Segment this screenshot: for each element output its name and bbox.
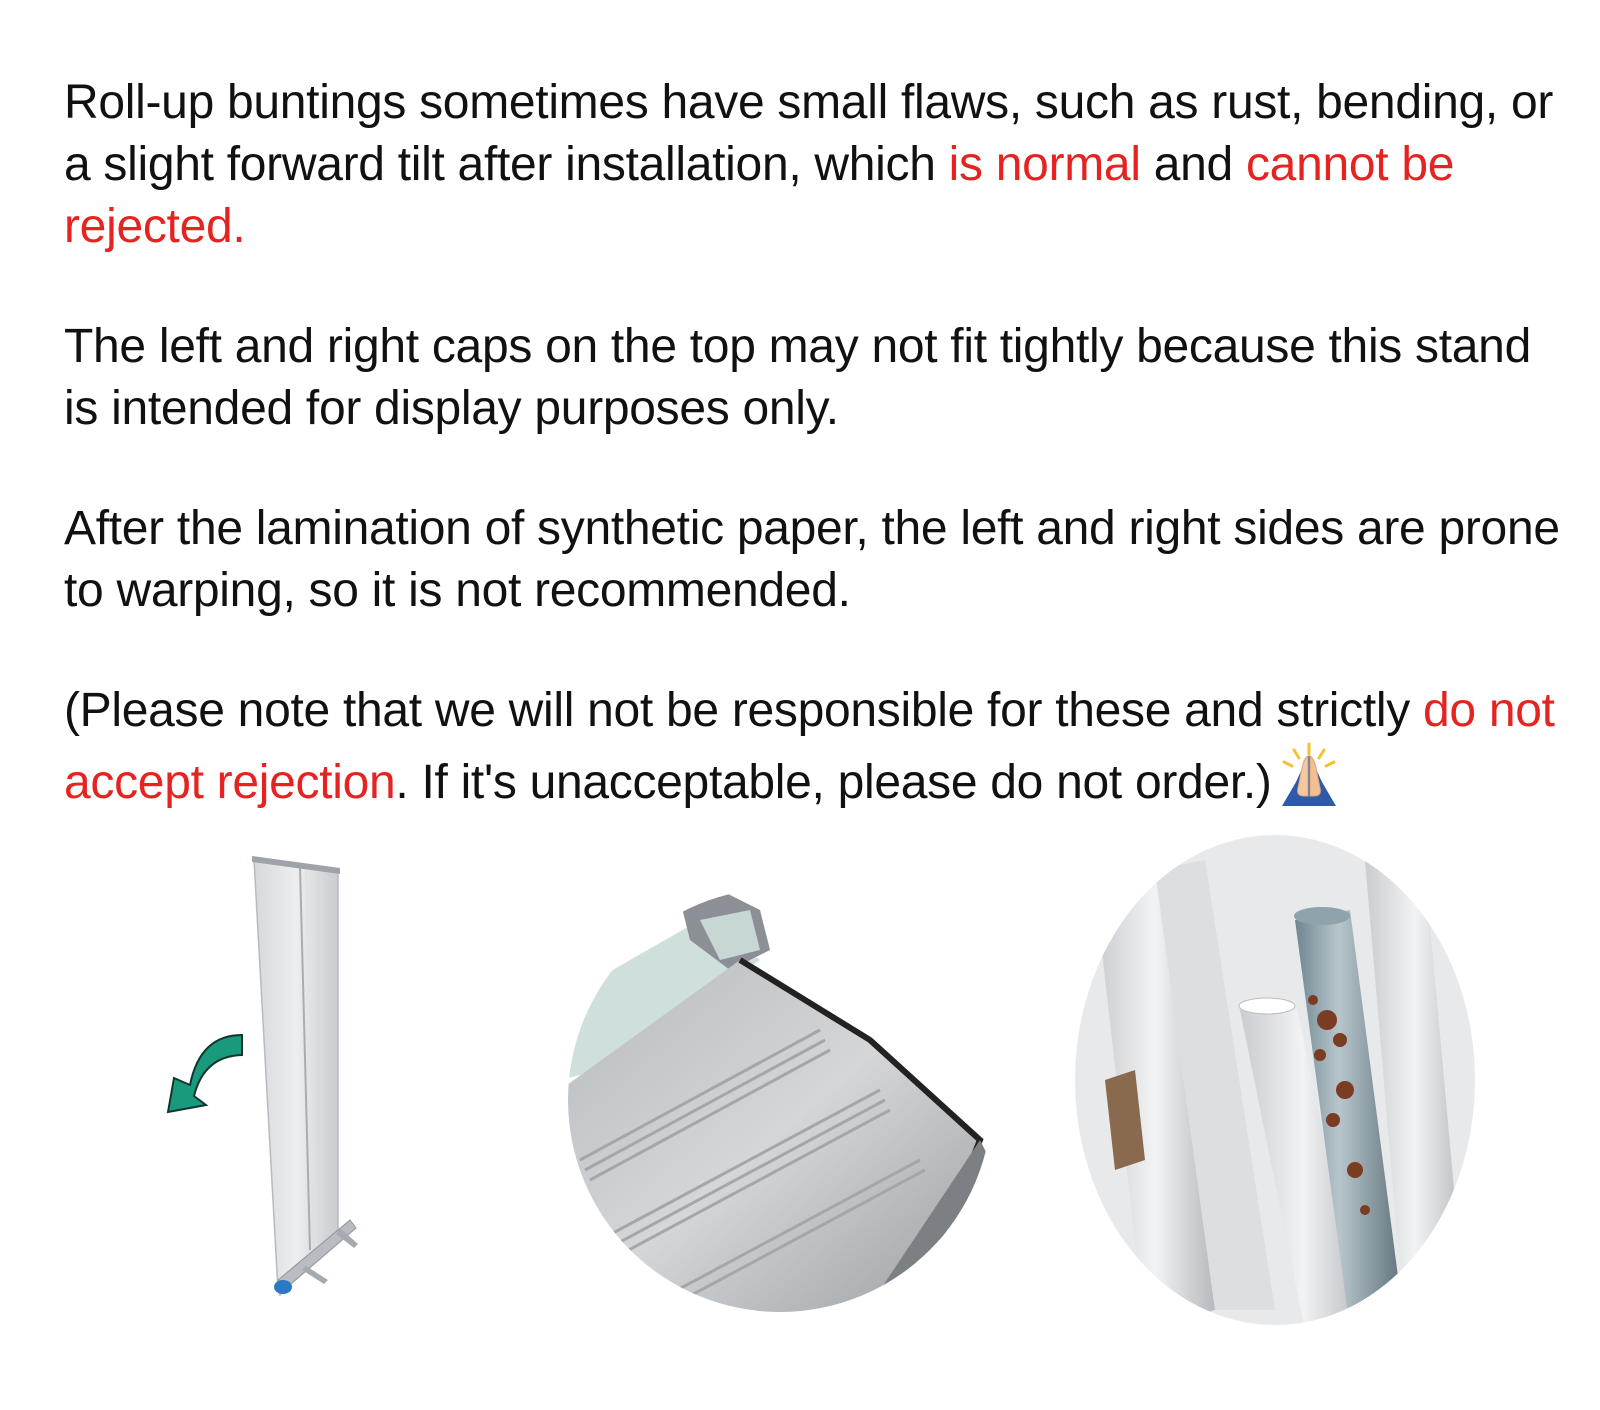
notice-text	[64, 72, 1564, 880]
paragraph-flaws	[64, 72, 1564, 258]
praying-hands-icon	[1274, 742, 1344, 822]
caps-text: The left and right caps on the top may not fit tightly because this stand is intended for display purposes only.	[64, 320, 1531, 435]
paragraph-disclaimer	[64, 680, 1564, 822]
curved-arrow-icon	[168, 1035, 242, 1112]
top-cap-gap-photo	[560, 880, 1000, 1320]
example-photos	[0, 850, 1600, 1370]
paragraph-lamination	[64, 498, 1564, 622]
disclaimer-highlight: do not accept rejection	[64, 684, 1555, 809]
disclaimer-text-1: (Please note that we will not be responsible for these and strictly	[64, 684, 1423, 737]
flaws-text-2: and	[1140, 138, 1246, 191]
disclaimer-text-2: . If it's unacceptable, please do not order.)	[395, 756, 1272, 809]
flaws-highlight-rejected: cannot be rejected.	[64, 138, 1455, 253]
banner-stand-tilt-photo	[160, 850, 400, 1320]
lamination-text: After the lamination of synthetic paper, the left and right sides are prone to warping, so it is not recommended.	[64, 502, 1560, 617]
flaws-text-1: Roll-up buntings sometimes have small flaws, such as rust, bending, or a slight forward tilt after installation, which	[64, 76, 1554, 191]
flaws-highlight-normal: is normal	[948, 138, 1141, 191]
rusted-pole-photo	[1065, 830, 1485, 1330]
paragraph-caps	[64, 316, 1564, 440]
